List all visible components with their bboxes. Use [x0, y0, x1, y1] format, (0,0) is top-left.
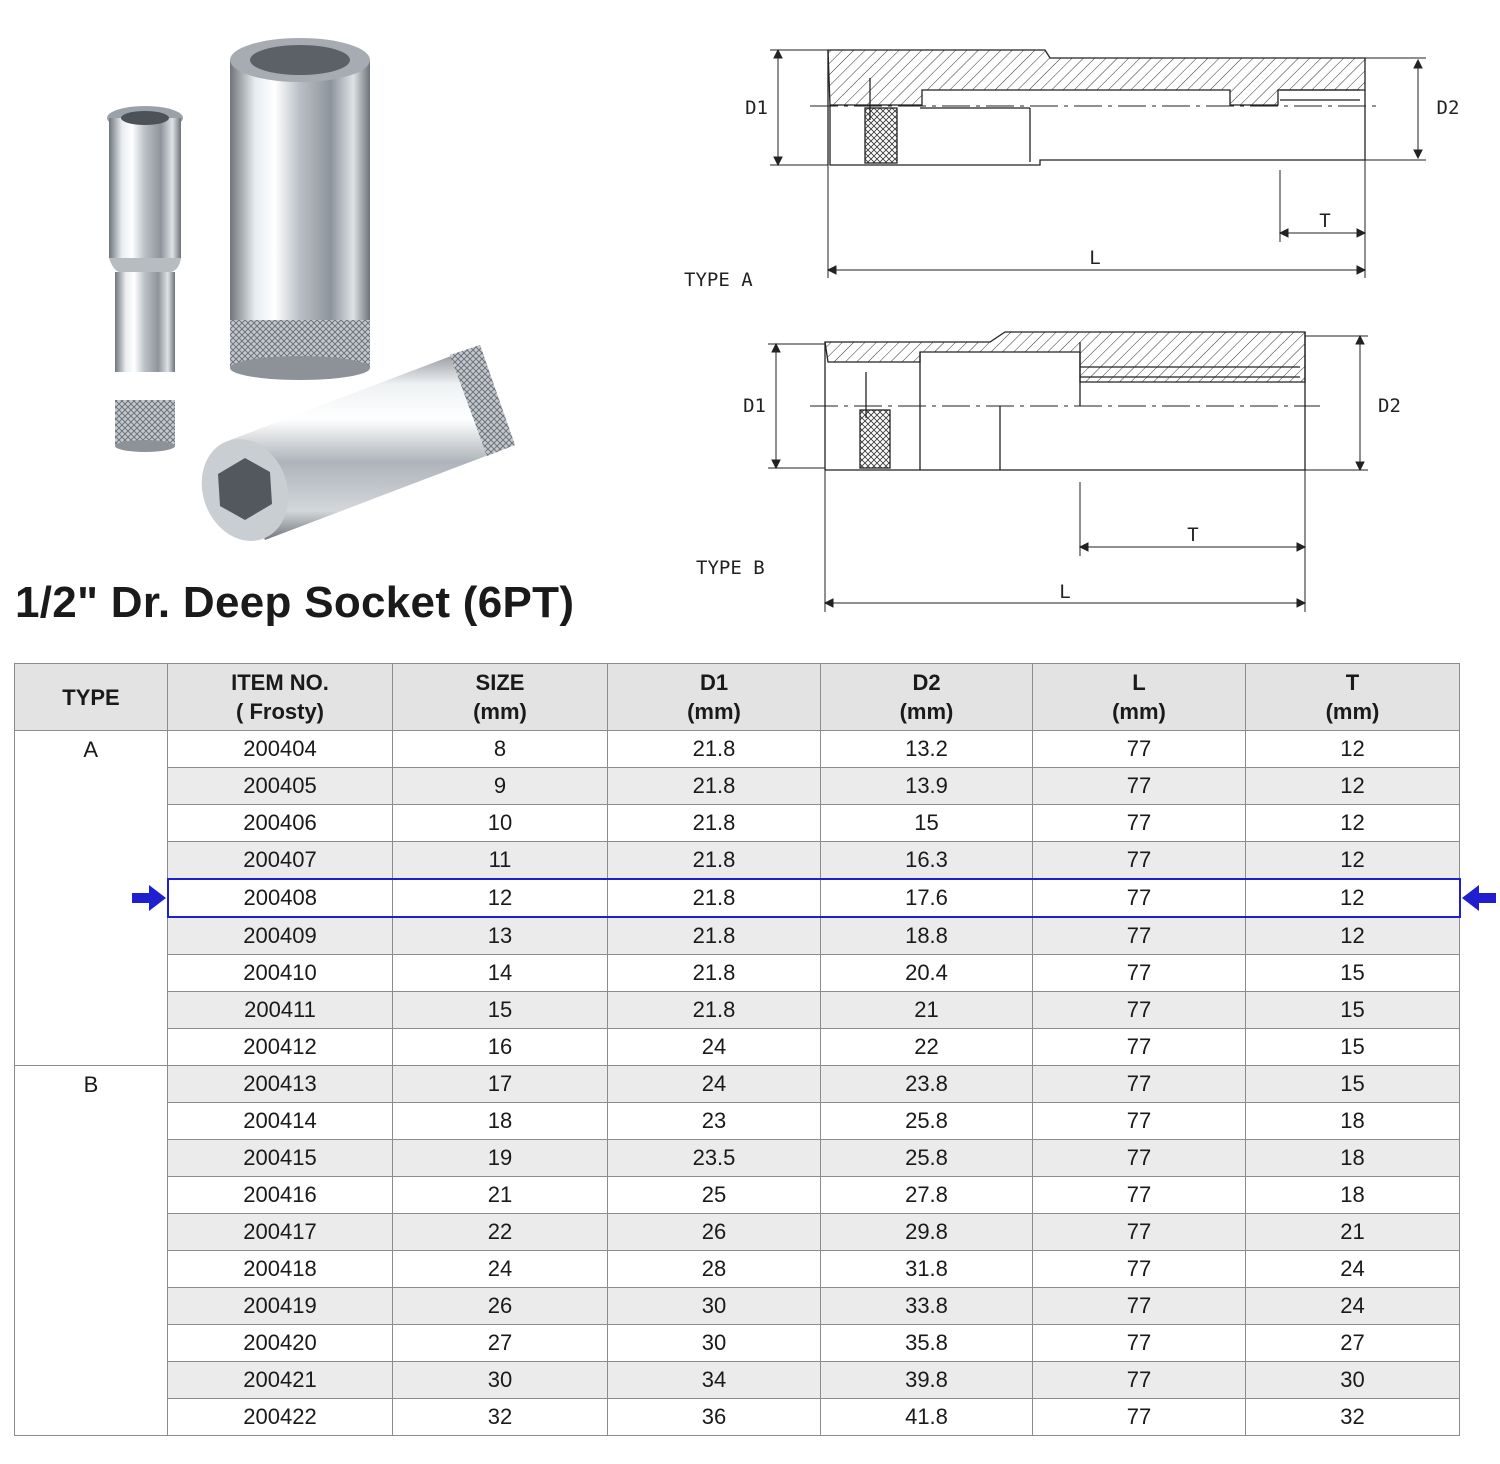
cell-d1: 25: [608, 1177, 821, 1214]
cell-d2: 18.8: [821, 917, 1033, 955]
cell-size: 8: [393, 731, 608, 768]
cell-t: 24: [1246, 1251, 1460, 1288]
table-row: [15, 1103, 1460, 1140]
table-row: [15, 1177, 1460, 1214]
cell-t: 32: [1246, 1399, 1460, 1436]
cell-d1: 24: [608, 1029, 821, 1066]
cell-t: 18: [1246, 1177, 1460, 1214]
table-row: [15, 731, 1460, 768]
col-header-d1-line: D1: [699, 670, 729, 695]
table-row: [15, 992, 1460, 1029]
drawing-a-d2-label: D2: [1436, 97, 1460, 119]
col-header-d1: [608, 664, 821, 731]
cell-item: 200420: [168, 1325, 393, 1362]
cell-l: 77: [1033, 768, 1246, 805]
cell-item: 200405: [168, 768, 393, 805]
cell-t: 12: [1246, 917, 1460, 955]
cell-item: 200413: [168, 1066, 393, 1103]
cell-d1: 30: [608, 1288, 821, 1325]
cell-l: 77: [1033, 731, 1246, 768]
cell-t: 15: [1246, 992, 1460, 1029]
cell-item: 200419: [168, 1288, 393, 1325]
cell-t: 12: [1246, 805, 1460, 842]
cell-d1: 21.8: [608, 842, 821, 880]
cell-d1: 36: [608, 1399, 821, 1436]
cell-d2: 21: [821, 992, 1033, 1029]
drawing-type-a: [670, 30, 1470, 300]
col-header-size-line: SIZE: [475, 670, 525, 695]
table-row: [15, 917, 1460, 955]
cell-l: 77: [1033, 1177, 1246, 1214]
table-row: [15, 1288, 1460, 1325]
cell-t: 12: [1246, 879, 1460, 917]
col-header-d2-line: D2: [912, 670, 941, 695]
table-row: [15, 805, 1460, 842]
cell-size: 14: [393, 955, 608, 992]
table-row: [15, 842, 1460, 880]
cell-item: 200411: [168, 992, 393, 1029]
cell-d2: 27.8: [821, 1177, 1033, 1214]
cell-item: 200416: [168, 1177, 393, 1214]
cell-d2: 20.4: [821, 955, 1033, 992]
large-socket-photo: [230, 38, 370, 380]
cell-d2: 29.8: [821, 1214, 1033, 1251]
cell-l: 77: [1033, 1251, 1246, 1288]
col-header-item-no-line: ITEM NO.: [231, 670, 329, 695]
table-row: [15, 955, 1460, 992]
cell-d2: 23.8: [821, 1066, 1033, 1103]
col-header-d2-line: (mm): [899, 699, 954, 724]
cell-size: 18: [393, 1103, 608, 1140]
table-row: [15, 1029, 1460, 1066]
cell-d1: 21.8: [608, 768, 821, 805]
cell-item: 200418: [168, 1251, 393, 1288]
cell-size: 19: [393, 1140, 608, 1177]
cell-d1: 23: [608, 1103, 821, 1140]
col-header-d1-line: (mm): [687, 699, 741, 724]
col-header-size: [393, 664, 608, 731]
lying-socket-photo: [188, 345, 515, 553]
cell-size: 17: [393, 1066, 608, 1103]
cell-t: 24: [1246, 1288, 1460, 1325]
cell-l: 77: [1033, 1103, 1246, 1140]
cell-d1: 21.8: [608, 917, 821, 955]
cell-l: 77: [1033, 805, 1246, 842]
cell-d2: 41.8: [821, 1399, 1033, 1436]
cell-l: 77: [1033, 1325, 1246, 1362]
cell-item: 200410: [168, 955, 393, 992]
drawing-a-t-label: T: [1319, 210, 1331, 232]
cell-t: 18: [1246, 1140, 1460, 1177]
cell-size: 16: [393, 1029, 608, 1066]
cell-d1: 21.8: [608, 879, 821, 917]
page-title: 1/2" Dr. Deep Socket (6PT): [15, 578, 575, 627]
col-header-type-line: TYPE: [62, 684, 120, 710]
type-cell: B: [15, 1066, 168, 1436]
cell-l: 77: [1033, 917, 1246, 955]
drawing-a-l-label: L: [1089, 247, 1101, 269]
cell-d1: 23.5: [608, 1140, 821, 1177]
cell-t: 12: [1246, 731, 1460, 768]
table-row: [15, 1066, 1460, 1103]
cell-d2: 17.6: [821, 879, 1033, 917]
col-header-l: [1033, 664, 1246, 731]
cell-d2: 39.8: [821, 1362, 1033, 1399]
cell-size: 24: [393, 1251, 608, 1288]
table-header-row: [15, 664, 1460, 731]
cell-d1: 21.8: [608, 805, 821, 842]
cell-size: 13: [393, 917, 608, 955]
cell-d1: 24: [608, 1066, 821, 1103]
drawing-type-b: [670, 322, 1470, 622]
arrow-right-icon: [132, 885, 166, 911]
drawing-a-type-label: TYPE A: [684, 269, 753, 291]
cell-size: 9: [393, 768, 608, 805]
cell-l: 77: [1033, 1140, 1246, 1177]
cell-size: 12: [393, 879, 608, 917]
cell-size: 10: [393, 805, 608, 842]
arrow-left-icon: [1462, 885, 1496, 911]
table-body: [15, 731, 1460, 1436]
cell-d1: 26: [608, 1214, 821, 1251]
cell-d2: 13.2: [821, 731, 1033, 768]
table-row: [15, 768, 1460, 805]
col-header-t-line: (mm): [1325, 699, 1380, 724]
table-row: [15, 1251, 1460, 1288]
spec-table: [14, 663, 1461, 1436]
cell-item: 200421: [168, 1362, 393, 1399]
cell-t: 27: [1246, 1325, 1460, 1362]
table-row: [15, 1140, 1460, 1177]
type-cell: A: [15, 731, 168, 1066]
cell-size: 30: [393, 1362, 608, 1399]
col-header-d2: [821, 664, 1033, 731]
cell-d1: 21.8: [608, 992, 821, 1029]
drawing-b-d1-label: D1: [743, 395, 766, 417]
cell-l: 77: [1033, 879, 1246, 917]
cell-size: 26: [393, 1288, 608, 1325]
cell-l: 77: [1033, 1214, 1246, 1251]
table-row: [15, 879, 1460, 917]
cell-d2: 25.8: [821, 1103, 1033, 1140]
col-header-item-no-line: ( Frosty): [236, 699, 324, 724]
cell-size: 11: [393, 842, 608, 880]
cell-size: 15: [393, 992, 608, 1029]
cell-d1: 30: [608, 1325, 821, 1362]
drawing-b-l-label: L: [1059, 581, 1071, 603]
cell-size: 32: [393, 1399, 608, 1436]
cell-d2: 13.9: [821, 768, 1033, 805]
col-header-t-line: T: [1345, 670, 1360, 695]
cell-d2: 33.8: [821, 1288, 1033, 1325]
cell-size: 22: [393, 1214, 608, 1251]
cell-item: 200417: [168, 1214, 393, 1251]
cell-d2: 25.8: [821, 1140, 1033, 1177]
drawing-b-t-label: T: [1187, 524, 1199, 546]
cell-l: 77: [1033, 955, 1246, 992]
cell-size: 21: [393, 1177, 608, 1214]
cell-item: 200412: [168, 1029, 393, 1066]
cell-d2: 15: [821, 805, 1033, 842]
cell-item: 200422: [168, 1399, 393, 1436]
cell-d2: 16.3: [821, 842, 1033, 880]
cell-l: 77: [1033, 1029, 1246, 1066]
cell-d1: 34: [608, 1362, 821, 1399]
table-row: [15, 1214, 1460, 1251]
product-photo: [95, 20, 555, 560]
cell-d2: 31.8: [821, 1251, 1033, 1288]
cell-item: 200404: [168, 731, 393, 768]
cell-d1: 21.8: [608, 955, 821, 992]
col-header-type: [15, 664, 168, 731]
cell-l: 77: [1033, 992, 1246, 1029]
drawing-b-d2-label: D2: [1378, 395, 1401, 417]
col-header-t: [1246, 664, 1460, 731]
col-header-item-no: [168, 664, 393, 731]
cell-d2: 35.8: [821, 1325, 1033, 1362]
cell-item: 200415: [168, 1140, 393, 1177]
cell-t: 30: [1246, 1362, 1460, 1399]
cell-d1: 21.8: [608, 731, 821, 768]
cell-d1: 28: [608, 1251, 821, 1288]
cell-l: 77: [1033, 1288, 1246, 1325]
cell-t: 15: [1246, 1029, 1460, 1066]
cell-size: 27: [393, 1325, 608, 1362]
cell-item: 200414: [168, 1103, 393, 1140]
cell-l: 77: [1033, 1066, 1246, 1103]
col-header-l-line: L: [1132, 670, 1146, 695]
cell-item: 200407: [168, 842, 393, 880]
small-socket-photo: [107, 106, 183, 452]
cell-t: 15: [1246, 955, 1460, 992]
col-header-l-line: (mm): [1112, 699, 1166, 724]
col-header-size-line: (mm): [473, 699, 527, 724]
table-row: [15, 1399, 1460, 1436]
cell-t: 12: [1246, 842, 1460, 880]
cell-t: 18: [1246, 1103, 1460, 1140]
table-row: [15, 1362, 1460, 1399]
cell-l: 77: [1033, 1399, 1246, 1436]
cell-l: 77: [1033, 842, 1246, 880]
cell-item: 200406: [168, 805, 393, 842]
cell-t: 15: [1246, 1066, 1460, 1103]
cell-item: 200408: [168, 879, 393, 917]
cell-d2: 22: [821, 1029, 1033, 1066]
drawing-a-d1-label: D1: [745, 97, 768, 119]
drawing-b-type-label: TYPE B: [696, 557, 765, 579]
cell-t: 21: [1246, 1214, 1460, 1251]
cell-t: 12: [1246, 768, 1460, 805]
table-row: [15, 1325, 1460, 1362]
cell-item: 200409: [168, 917, 393, 955]
cell-l: 77: [1033, 1362, 1246, 1399]
